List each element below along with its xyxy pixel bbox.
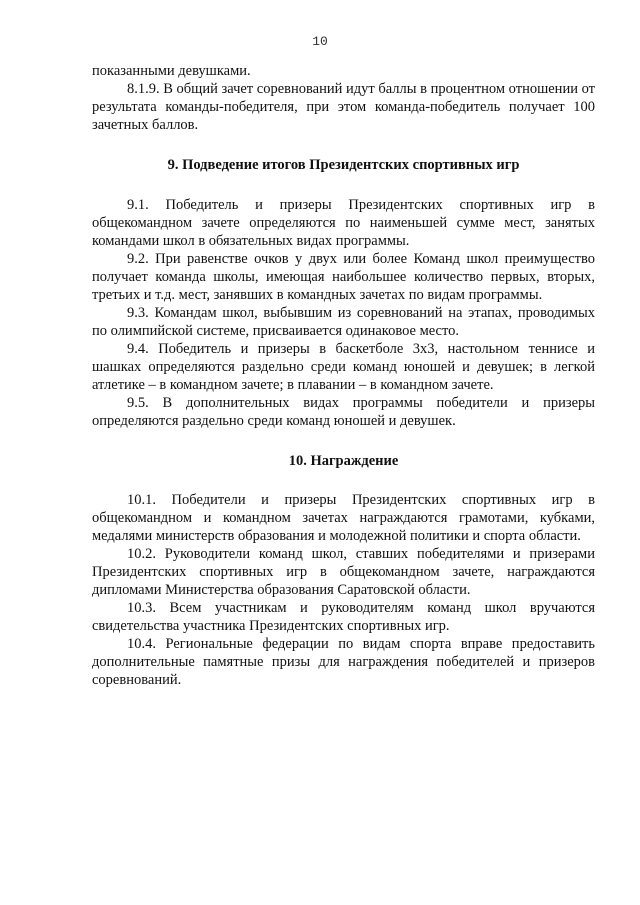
paragraph-10-3: 10.3. Всем участникам и руководителям команд школ вручаются свидетельства участника Президентских спортивных игр.	[92, 600, 595, 634]
paragraph-10-1: 10.1. Победители и призеры Президентских спортивных игр в общекомандном и командном зачетах награждаются грамотами, кубками, медалями министерств образования и молодежной политики и спорта области.	[92, 492, 595, 544]
document-body	[92, 62, 595, 689]
paragraph-8-1-9: 8.1.9. В общий зачет соревнований идут баллы в процентном отношении от результата команды-победителя, при этом команда-победитель получает 100 зачетных баллов.	[92, 81, 595, 133]
paragraph-9-3: 9.3. Командам школ, выбывшим из соревнований на этапах, проводимых по олимпийской системе, присваивается одинаковое место.	[92, 305, 595, 339]
section-10-heading: 10. Награждение	[288, 453, 399, 469]
paragraph-9-5: 9.5. В дополнительных видах программы победители и призеры определяются раздельно среди команд юношей и девушек.	[92, 395, 595, 429]
continuation-text: показанными девушками.	[92, 63, 251, 79]
paragraph-9-4: 9.4. Победитель и призеры в баскетболе 3х3, настольном теннисе и шашках определяются раздельно среди команд юношей и девушек; в легкой атлетике – в командном зачете; в плавании – в командном зачете.	[92, 341, 595, 393]
paragraph-9-2: 9.2. При равенстве очков у двух или более Команд школ преимущество получает команда школы, имеющая наибольшее количество первых, вторых, третьих и т.д. мест, занявших в командных зачетах по видам программы.	[92, 251, 595, 303]
paragraph-9-1: 9.1. Победитель и призеры Президентских спортивных игр в общекомандном зачете определяются по наименьшей сумме мест, занятых командами школ в обязательных видах программы.	[92, 197, 595, 249]
page-number: 10	[312, 34, 328, 49]
paragraph-10-4: 10.4. Региональные федерации по видам спорта вправе предоставить дополнительные памятные призы для награждения победителей и призеров соревнований.	[92, 636, 595, 688]
section-9-heading: 9. Подведение итогов Президентских спортивных игр	[167, 157, 520, 173]
paragraph-10-2: 10.2. Руководители команд школ, ставших победителями и призерами Президентских спортивных игр в общекомандном зачете, награждаются дипломами Министерства образования Саратовской области.	[92, 546, 595, 598]
